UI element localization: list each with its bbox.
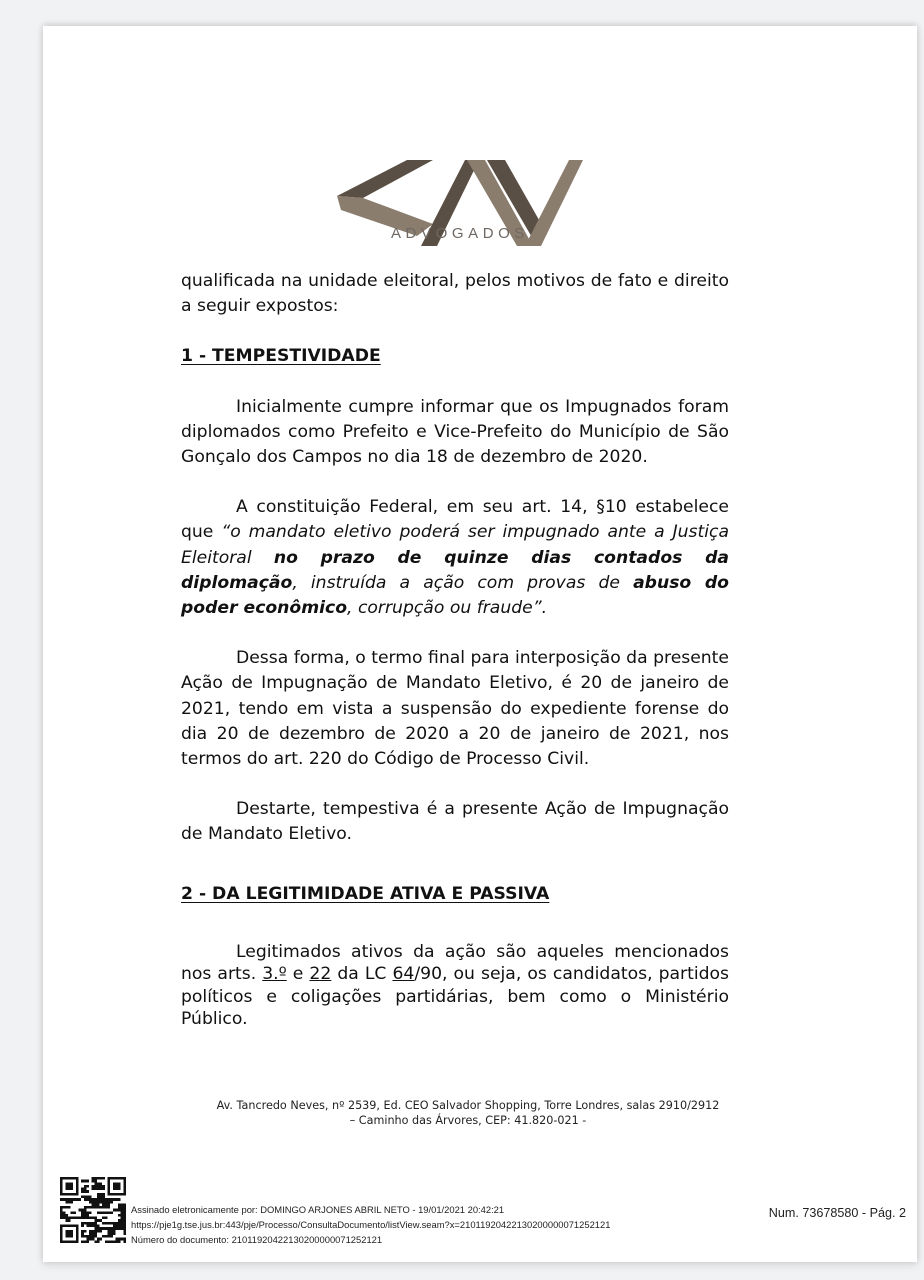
document-body bbox=[181, 269, 729, 1031]
text-run: Legitimados ativos da ação são aqueles mencionados nos arts. bbox=[181, 941, 729, 985]
logo-subtitle: ADVOGADOS bbox=[390, 225, 530, 242]
document-url[interactable]: https://pje1g.tse.jus.br:443/pje/Processo/ConsultaDocumento/listView.seam?x=21011920422130200000071252121 bbox=[131, 1219, 611, 1230]
office-address bbox=[143, 1098, 793, 1128]
address-line-1: Av. Tancredo Neves, nº 2539, Ed. CEO Salvador Shopping, Torre Londres, salas 2910/2912 bbox=[216, 1099, 720, 1112]
section-1-paragraph-1: Inicialmente cumpre informar que os Impugnados foram diplomados como Prefeito e Vice-Prefeito do Município de São Gonçalo dos Campos no dia 18 de dezembro de 2020. bbox=[181, 396, 729, 468]
logo-chevron-top bbox=[337, 160, 433, 198]
bold-quote-text: abuso do poder econômico bbox=[181, 572, 729, 619]
quote-text: “o mandato eletivo poderá ser impugnado ante a Justiça Eleitoral bbox=[181, 522, 729, 568]
section-1-paragraph-3: Dessa forma, o termo final para interposição da presente Ação de Impugnação de Mandato Eletivo, é 20 de janeiro de 2021, tendo em vista a suspensão do expediente forense do dia 20 de dezembro de 2020 a 20 de janeiro de 2021, nos termos do art. 220 do Código de Processo Civil. bbox=[181, 648, 729, 770]
bold-quote-text: no prazo de quinze dias contados da diplomação bbox=[181, 547, 729, 593]
article-3-link[interactable]: 3.º bbox=[262, 964, 287, 985]
article-22-link[interactable]: 22 bbox=[309, 964, 332, 985]
lc-64-link[interactable]: 64 bbox=[392, 964, 415, 985]
quote-text: , corrupção ou fraude”. bbox=[347, 598, 548, 619]
text-run: da LC bbox=[331, 964, 393, 985]
section-1-paragraph-2 bbox=[181, 495, 729, 621]
text-run: A constituição Federal, em seu art. 14, §10 estabelece que bbox=[181, 497, 729, 543]
quote-text: , instruída a ação com provas de bbox=[292, 572, 634, 593]
text-run: e bbox=[286, 964, 310, 985]
qr-code-icon bbox=[60, 1177, 126, 1243]
page-number: Num. 73678580 - Pág. 2 bbox=[768, 1206, 906, 1220]
section-2-heading: 2 - DA LEGITIMIDADE ATIVA E PASSIVA bbox=[181, 883, 550, 904]
text-run: /90, ou seja, os candidatos, partidos políticos e coligações partidárias, bem como o Ministério Público. bbox=[181, 964, 730, 1030]
document-page bbox=[43, 26, 917, 1262]
intro-paragraph: qualificada na unidade eleitoral, pelos motivos de fato e direito a seguir expostos: bbox=[181, 271, 729, 317]
section-2-paragraph-1 bbox=[181, 941, 729, 1031]
document-number: Número do documento: 21011920422130200000071252121 bbox=[131, 1234, 383, 1245]
signature-line: Assinado eletronicamente por: DOMINGO ARJONES ABRIL NETO - 19/01/2021 20:42:21 bbox=[131, 1204, 505, 1215]
address-line-2: – Caminho das Árvores, CEP: 41.820-021 - bbox=[349, 1114, 587, 1127]
section-1-heading: 1 - TEMPESTIVIDADE bbox=[181, 346, 381, 367]
signature-block bbox=[131, 1202, 610, 1247]
section-1-paragraph-4: Destarte, tempestiva é a presente Ação de Impugnação de Mandato Eletivo. bbox=[181, 799, 729, 845]
